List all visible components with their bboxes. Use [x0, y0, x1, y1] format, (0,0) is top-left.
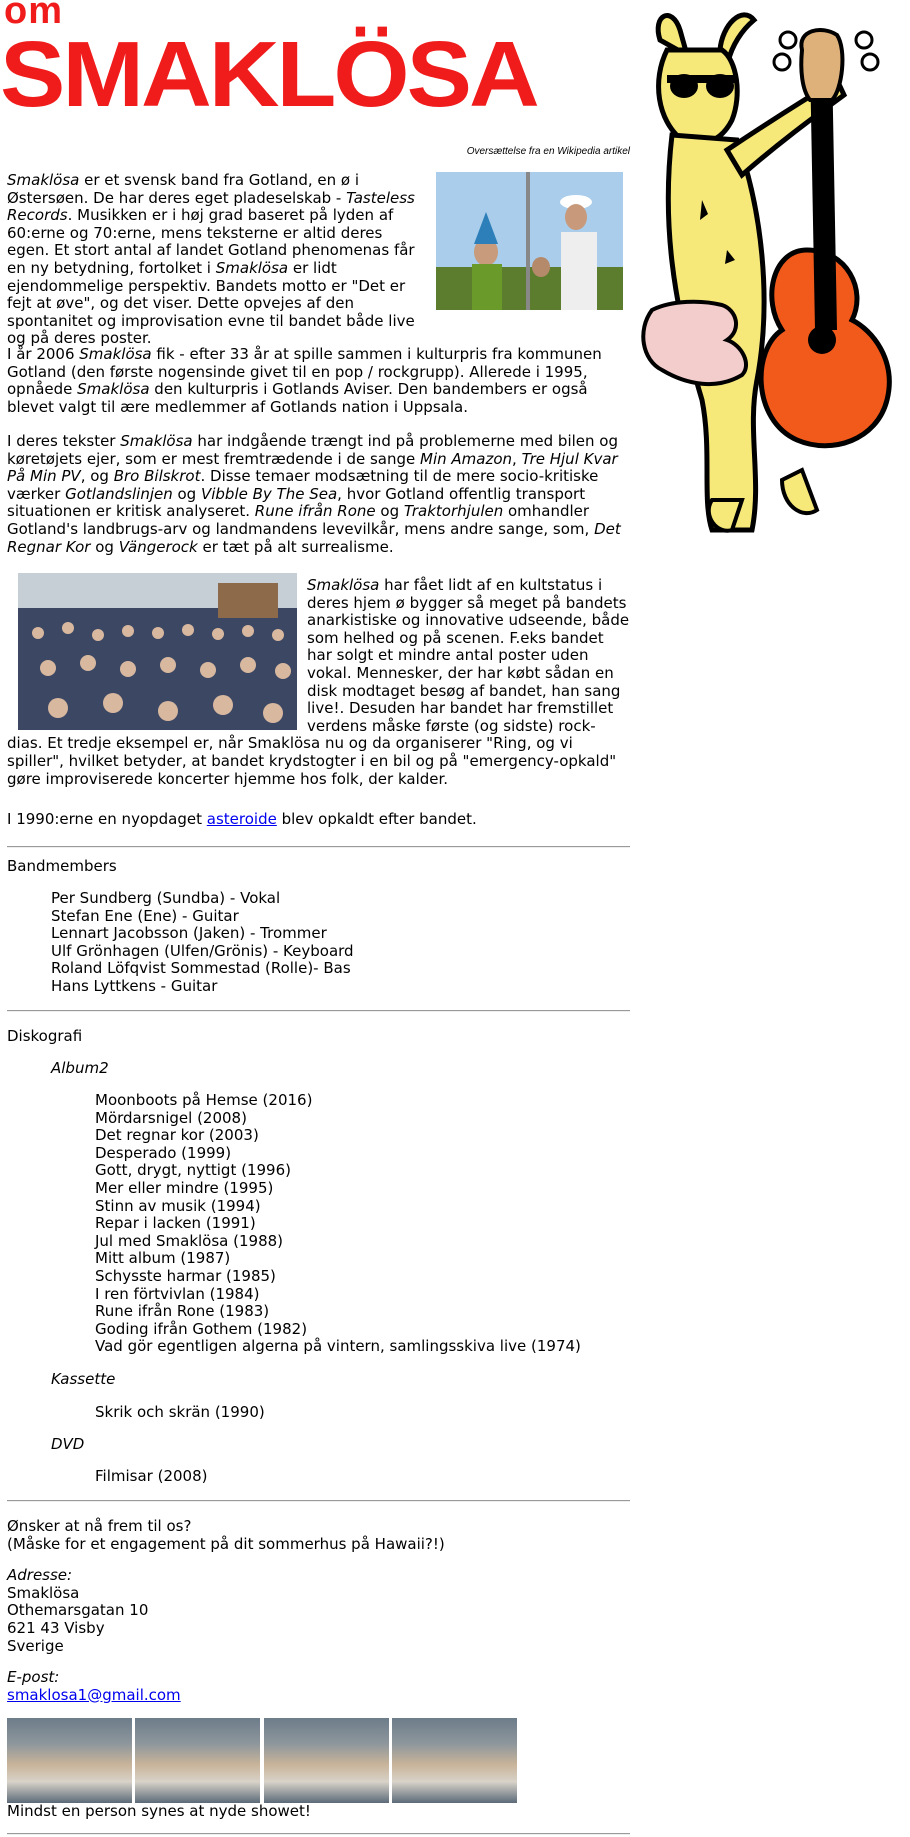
- photo-caption: Mindst en person synes at nyde showet!: [7, 1802, 311, 1820]
- album-item: Det regnar kor (2003): [95, 1126, 259, 1145]
- divider: [7, 846, 630, 848]
- address-label: Adresse:: [7, 1566, 73, 1585]
- dvd-item: Filmisar (2008): [95, 1467, 208, 1485]
- album-heading: Album2: [51, 1059, 109, 1077]
- band-name: Smaklösa: [307, 576, 380, 594]
- song-title: Det Regnar Kor: [7, 519, 621, 556]
- contact-line-2: (Måske for et engagement på dit sommerhus på Hawaii?!): [7, 1534, 445, 1553]
- member-item: Roland Löfqvist Sommestad (Rolle)- Bas: [51, 959, 351, 978]
- member-item: Hans Lyttkens - Guitar: [51, 976, 218, 995]
- lyrics-text: ,: [512, 449, 522, 468]
- divider: [7, 1500, 630, 1502]
- members-heading: Bandmembers: [7, 857, 117, 875]
- address-lines: [7, 1585, 445, 1655]
- lyrics-text: og: [172, 484, 201, 503]
- member-item: Stefan Ene (Ene) - Guitar: [51, 906, 239, 925]
- divider: [7, 1010, 630, 1012]
- members-list: [51, 890, 354, 996]
- asteroid-link[interactable]: asteroide: [206, 810, 277, 828]
- member-item: Lennart Jacobsson (Jaken) - Trommer: [51, 924, 327, 943]
- discography-heading: Diskografi: [7, 1027, 83, 1045]
- member-item: Ulf Grönhagen (Ulfen/Grönis) - Keyboard: [51, 941, 354, 960]
- song-title: Traktorhjulen: [403, 502, 504, 521]
- asteroid-text: I 1990:erne en nyopdaget: [7, 810, 207, 828]
- prize-text-3: den kulturpris i Gotlands Aviser. Den bandembers er også blevet valgt til ære medlemmer af Gotlands nation i Uppsala.: [7, 380, 588, 416]
- band-logo: SMAKLÖSA: [0, 21, 537, 126]
- lyrics-text: og: [90, 537, 119, 556]
- address-line: Othemarsgatan 10: [7, 1601, 149, 1620]
- lyrics-text: I deres tekster: [7, 432, 121, 450]
- audience-thumbnail: [135, 1718, 260, 1803]
- album-item: Repar i lacken (1991): [95, 1214, 256, 1233]
- intro-text-1: er et svensk band fra Gotland, en ø i Østersøen. De har deres eget pladeselskab -: [7, 171, 360, 207]
- albums-list: [95, 1092, 581, 1356]
- audience-thumbnail: [7, 1718, 132, 1803]
- song-title: Vängerock: [118, 537, 198, 556]
- divider: [7, 1833, 630, 1835]
- album-item: Schysste harmar (1985): [95, 1266, 276, 1285]
- contact-line-1: Ønsker at nå frem til os?: [7, 1517, 192, 1535]
- email-link[interactable]: smaklosa1@gmail.com: [7, 1685, 181, 1704]
- lyrics-text: omhandler Gotland's landbrugs-arv og landmandens levevilkår, mens andre sange, som,: [7, 502, 595, 538]
- band-stage-photo: [436, 172, 623, 310]
- cassettes-list: [95, 1404, 265, 1422]
- intro-text-2: . Musikken er i høj grad baseret på lyden af 60:erne og 70:erne, mens teksterne er altid deres egen. Et stort antal af landet Gotland phenomenas får en ny betydning, fortolket i: [7, 206, 415, 277]
- lyrics-paragraph: [7, 433, 627, 556]
- prize-paragraph: [7, 346, 627, 416]
- prize-text-1: I år 2006: [7, 345, 80, 363]
- band-name: Smaklösa: [215, 258, 289, 277]
- cult-paragraph: [7, 577, 630, 788]
- logo-om-text: om: [4, 0, 63, 32]
- audience-thumbnail: [392, 1718, 517, 1803]
- intro-paragraph: [7, 172, 425, 348]
- audience-photo: [18, 573, 297, 730]
- translation-note: Oversættelse fra en Wikipedia artikel: [466, 146, 630, 157]
- prize-text-2: fik - efter 33 år at spille sammen i kulturpris fra kommunen Gotland (den første nogensinde givet til en pop / rockgrupp). Allerede i 1995, opnåede: [7, 345, 602, 399]
- album-item: Mer eller mindre (1995): [95, 1178, 274, 1197]
- album-item: Rune ifrån Rone (1983): [95, 1302, 270, 1321]
- asteroid-paragraph: [7, 811, 627, 829]
- band-name: Smaklösa: [7, 171, 80, 189]
- lyrics-text: og: [375, 502, 404, 521]
- lyrics-text: har indgående trængt ind på problemerne med bilen og køretøjets ejer, som er mest fremtrædende i de sange: [7, 432, 618, 468]
- lyrics-text: . Disse temaer modsætning til de mere socio-kritiske værker: [7, 467, 599, 503]
- label-name: Tasteless Records: [7, 188, 415, 225]
- album-item: Jul med Smaklösa (1988): [95, 1231, 284, 1250]
- address-line: Sverige: [7, 1636, 64, 1655]
- mascot-illustration: [632, 0, 910, 548]
- album-item: Goding ifrån Gothem (1982): [95, 1319, 308, 1338]
- album-item: Vad gör egentligen algerna på vintern, samlingsskiva live (1974): [95, 1337, 581, 1356]
- album-item: Desperado (1999): [95, 1143, 232, 1162]
- album-item: I ren förtvivlan (1984): [95, 1284, 260, 1303]
- dvd-heading: DVD: [51, 1435, 85, 1453]
- member-item: Per Sundberg (Sundba) - Vokal: [51, 889, 281, 907]
- email-label: E-post:: [7, 1668, 60, 1687]
- album-item: Mitt album (1987): [95, 1249, 231, 1268]
- song-title: Bro Bilskrot: [113, 467, 201, 486]
- song-title: Gotlandslinjen: [65, 484, 173, 503]
- intro-text-3: er lidt ejendommelige perspektiv. Bandets motto er "Det er fejt at øve", og det viser. Dette opvejes af den spontanitet og improvisation evne til bandet både live og på deres poster.: [7, 258, 415, 348]
- lyrics-text: , hvor Gotland offentlig transport situationen er kritisk analyseret.: [7, 484, 586, 521]
- lyrics-text: er tæt på alt surrealisme.: [197, 537, 394, 556]
- contact-section: [7, 1518, 445, 1704]
- album-item: Mördarsnigel (2008): [95, 1108, 247, 1127]
- asteroid-text: blev opkaldt efter bandet.: [276, 810, 477, 828]
- song-title: Vibble By The Sea: [200, 484, 338, 503]
- cassette-item: Skrik och skrän (1990): [95, 1403, 265, 1421]
- address-line: Smaklösa: [7, 1583, 80, 1602]
- song-title: Rune ifrån Rone: [254, 502, 376, 521]
- cassette-heading: Kassette: [51, 1370, 116, 1388]
- lyrics-text: , og: [80, 467, 114, 486]
- album-item: Gott, drygt, nyttigt (1996): [95, 1161, 291, 1180]
- song-title: Tre Hjul Kvar På Min PV: [7, 449, 618, 486]
- band-name: Smaklösa: [77, 380, 150, 399]
- album-item: Stinn av musik (1994): [95, 1196, 261, 1215]
- band-name: Smaklösa: [79, 345, 152, 363]
- dvds-list: [95, 1468, 207, 1486]
- band-name: Smaklösa: [120, 432, 193, 450]
- album-item: Moonboots på Hemse (2016): [95, 1091, 313, 1109]
- audience-thumbnail: [264, 1718, 389, 1803]
- song-title: Min Amazon: [420, 449, 513, 468]
- address-line: 621 43 Visby: [7, 1618, 105, 1637]
- cult-text: har fået lidt af en kultstatus i deres hjem ø bygger så meget på bandets anarkistiske og innovative udseende, både som helhed og på scenen. F.eks bandet har solgt et mindre antal poster uden vokal. Mennesker, der har købt sådan en disk modtaget besøg af bandet, han sang live!. Desuden har bandet har fremstillet verdens måske første (og sidste) rock-dias. Et tredje eksempel er, når Smaklösa nu og da organiserer "Ring, og vi spiller", hvilket betyder, at bandet krydstogter i en bil og på "emergency-opkald" gøre improviserede koncerter hjemme hos folk, der kalder.: [7, 576, 630, 788]
